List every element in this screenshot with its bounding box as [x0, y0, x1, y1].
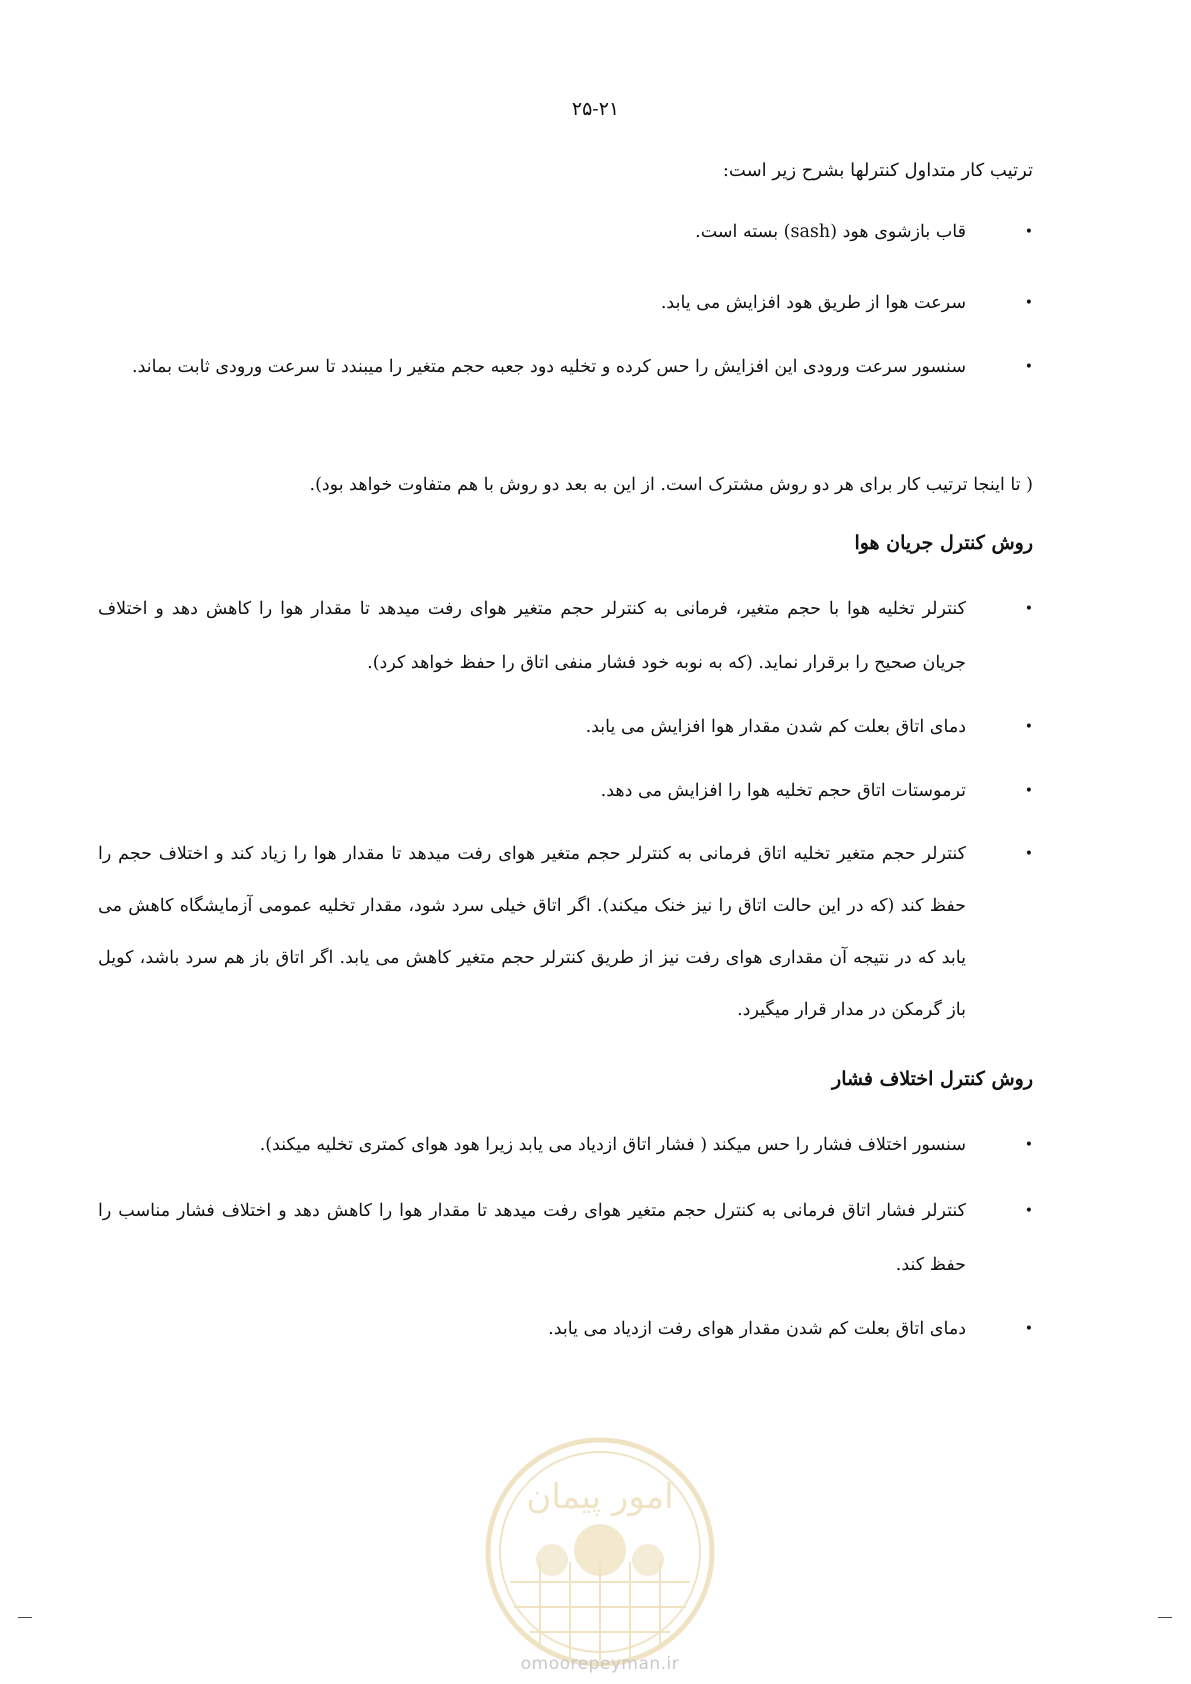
- list-item: • قاب بازشوی هود (sash) بسته است.: [98, 205, 1033, 259]
- list-item: • کنترلر فشار اتاق فرمانی به کنترل حجم متغیر هوای رفت میدهد تا مقدار هوا را کاهش دهد و اختلاف فشار مناسب را حفظ کند.: [98, 1184, 1033, 1292]
- watermark-url: omoorepeyman.ir: [520, 1654, 680, 1674]
- margin-mark-right: [1158, 1617, 1172, 1618]
- list-item: • ترموستات اتاق حجم تخلیه هوا را افزایش می دهد.: [98, 764, 1033, 818]
- intro-paragraph: ترتیب کار متداول کنترلها بشرح زیر است:: [722, 160, 1033, 181]
- list-item: • سرعت هوا از طریق هود افزایش می یابد.: [98, 276, 1033, 330]
- list-item: • سنسور سرعت ورودی این افزایش را حس کرده و تخلیه دود جعبه حجم متغیر را میبندد تا سرعت ورودی ثابت بماند.: [98, 340, 1033, 394]
- list-item: • دمای اتاق بعلت کم شدن مقدار هوا افزایش می یابد.: [98, 700, 1033, 754]
- list-item: • دمای اتاق بعلت کم شدن مقدار هوای رفت ازدیاد می یابد.: [98, 1302, 1033, 1356]
- common-steps-list: [0, 205, 1033, 394]
- pressure-method-list: [0, 1118, 1033, 1356]
- watermark-logo: [480, 1432, 720, 1672]
- note-paragraph: ( تا اینجا ترتیب کار برای هر دو روش مشترک است. از این به بعد دو روش با هم متفاوت خواهد بود).: [309, 475, 1033, 495]
- page-number: ۲۵-۲۱: [571, 98, 620, 120]
- section-heading-airflow: روش کنترل جریان هوا: [854, 532, 1033, 554]
- list-item: • کنترلر حجم متغیر تخلیه اتاق فرمانی به کنترلر حجم متغیر هوای رفت میدهد تا مقدار هوا را زیاد کند و اختلاف حجم را حفظ کند (که در این حالت اتاق را نیز خنک میکند). اگر اتاق خیلی سرد شود، مقدار تخلیه عمومی آزمایشگاه کاهش می یابد که در نتیجه آن مقداری هوای رفت نیز از طریق کنترلر حجم متغیر کاهش می یابد. اگر اتاق باز هم سرد باشد، کویل باز گرمکن در مدار قرار میگیرد.: [98, 828, 1033, 1036]
- section-heading-pressure: روش کنترل اختلاف فشار: [832, 1068, 1033, 1090]
- margin-mark-left: [18, 1617, 32, 1618]
- airflow-method-list: [0, 582, 1033, 1036]
- list-item: • سنسور اختلاف فشار را حس میکند ( فشار اتاق ازدیاد می یابد زیرا هود هوای کمتری تخلیه میکند).: [98, 1118, 1033, 1172]
- list-item: • کنترلر تخلیه هوا با حجم متغیر، فرمانی به کنترلر حجم متغیر هوای رفت میدهد تا مقدار هوا را کاهش دهد و اختلاف جریان صحیح را برقرار نماید. (که به نوبه خود فشار منفی اتاق را حفظ خواهد کرد).: [98, 582, 1033, 690]
- watermark-logo-text: امور پیمان: [526, 1477, 674, 1517]
